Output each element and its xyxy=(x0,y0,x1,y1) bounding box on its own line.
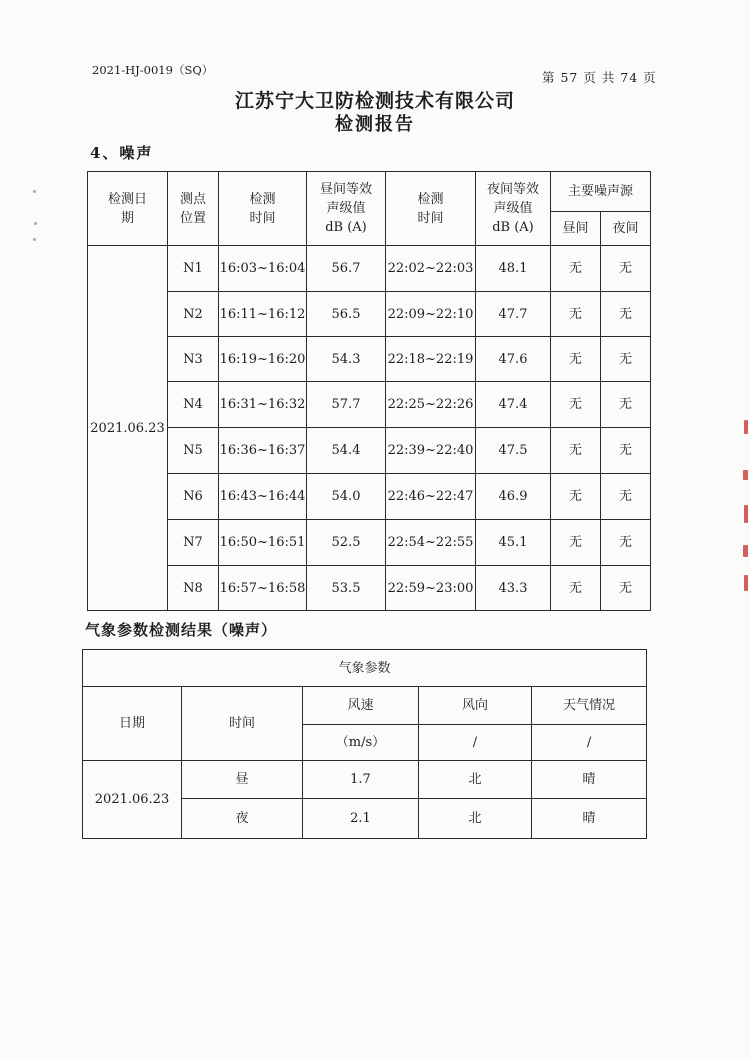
table-cell: 无 xyxy=(601,382,651,428)
table-cell: 16:50~16:51 xyxy=(219,520,307,566)
header-date: 检测日期 xyxy=(88,172,168,246)
meteo-unit-wind-direction: / xyxy=(419,725,532,761)
table-cell: 无 xyxy=(551,337,601,382)
table-cell: 16:43~16:44 xyxy=(219,474,307,520)
table-cell: 无 xyxy=(601,428,651,474)
table-cell: 晴 xyxy=(532,799,647,839)
noise-section-title: 4、噪声 xyxy=(90,144,154,162)
table-cell: 47.5 xyxy=(476,428,551,474)
table-cell: 47.7 xyxy=(476,292,551,337)
meteo-unit-weather: / xyxy=(532,725,647,761)
meteo-table xyxy=(82,649,647,839)
table-cell: N8 xyxy=(168,566,219,611)
table-cell: 无 xyxy=(601,337,651,382)
meteo-header-date: 日期 xyxy=(83,687,182,761)
seal-edge-mark xyxy=(744,505,748,523)
table-cell: 16:31~16:32 xyxy=(219,382,307,428)
table-cell: 48.1 xyxy=(476,246,551,292)
table-cell: 52.5 xyxy=(307,520,386,566)
header-day-time: 检测时间 xyxy=(219,172,307,246)
company-name: 江苏宁大卫防检测技术有限公司 xyxy=(234,90,515,112)
table-cell: 54.4 xyxy=(307,428,386,474)
seal-edge-mark xyxy=(743,470,748,480)
table-cell: 57.7 xyxy=(307,382,386,428)
table-cell: 无 xyxy=(551,566,601,611)
table-cell: 22:25~22:26 xyxy=(386,382,476,428)
seal-edge-mark xyxy=(744,420,748,434)
table-cell: 16:11~16:12 xyxy=(219,292,307,337)
table-cell: 56.7 xyxy=(307,246,386,292)
table-cell: 无 xyxy=(601,520,651,566)
table-cell: 47.6 xyxy=(476,337,551,382)
table-cell: N4 xyxy=(168,382,219,428)
scan-dot xyxy=(33,190,36,193)
meteo-header-time: 时间 xyxy=(182,687,303,761)
meteo-date-cell: 2021.06.23 xyxy=(83,761,182,839)
table-cell: 无 xyxy=(601,292,651,337)
table-cell: 无 xyxy=(601,474,651,520)
table-cell: 22:09~22:10 xyxy=(386,292,476,337)
table-cell: 无 xyxy=(551,474,601,520)
header-source: 主要噪声源 xyxy=(551,172,651,212)
header-night-time: 检测时间 xyxy=(386,172,476,246)
table-cell: 北 xyxy=(419,799,532,839)
noise-date-cell: 2021.06.23 xyxy=(88,246,168,611)
table-cell: 晴 xyxy=(532,761,647,799)
table-cell: 54.0 xyxy=(307,474,386,520)
table-cell: 45.1 xyxy=(476,520,551,566)
meteo-header-wind-direction: 风向 xyxy=(419,687,532,725)
table-cell: 1.7 xyxy=(303,761,419,799)
table-cell: N2 xyxy=(168,292,219,337)
meteo-group-header: 气象参数 xyxy=(83,650,647,687)
table-cell: 2.1 xyxy=(303,799,419,839)
table-cell: 无 xyxy=(551,428,601,474)
header-day-level: 昼间等效声级值dB (A) xyxy=(307,172,386,246)
table-cell: 无 xyxy=(551,382,601,428)
seal-edge-mark xyxy=(744,575,748,591)
table-cell: 53.5 xyxy=(307,566,386,611)
table-cell: 54.3 xyxy=(307,337,386,382)
table-cell: 22:54~22:55 xyxy=(386,520,476,566)
meteo-unit-wind-speed: （m/s） xyxy=(303,725,419,761)
table-cell: 北 xyxy=(419,761,532,799)
header-point: 测点位置 xyxy=(168,172,219,246)
table-cell: N1 xyxy=(168,246,219,292)
table-cell: 22:02~22:03 xyxy=(386,246,476,292)
scan-dot xyxy=(33,238,36,241)
meteo-header-wind-speed: 风速 xyxy=(303,687,419,725)
table-cell: 无 xyxy=(551,520,601,566)
table-cell: 无 xyxy=(601,246,651,292)
document-code: 2021-HJ-0019（SQ） xyxy=(92,63,214,77)
table-cell: 无 xyxy=(601,566,651,611)
report-title: 检测报告 xyxy=(335,114,415,135)
table-cell: 16:03~16:04 xyxy=(219,246,307,292)
table-cell: 16:19~16:20 xyxy=(219,337,307,382)
table-cell: N6 xyxy=(168,474,219,520)
seal-edge-mark xyxy=(743,545,748,557)
table-cell: 夜 xyxy=(182,799,303,839)
table-cell: 46.9 xyxy=(476,474,551,520)
page-number: 第 57 页 共 74 页 xyxy=(542,70,657,85)
table-cell: N3 xyxy=(168,337,219,382)
table-cell: 昼 xyxy=(182,761,303,799)
meteo-header-weather: 天气情况 xyxy=(532,687,647,725)
header-source-day: 昼间 xyxy=(551,212,601,246)
table-cell: 16:57~16:58 xyxy=(219,566,307,611)
header-source-night: 夜间 xyxy=(601,212,651,246)
table-cell: 22:18~22:19 xyxy=(386,337,476,382)
header-night-level: 夜间等效声级值dB (A) xyxy=(476,172,551,246)
table-cell: 22:39~22:40 xyxy=(386,428,476,474)
table-cell: 56.5 xyxy=(307,292,386,337)
table-cell: N7 xyxy=(168,520,219,566)
noise-table xyxy=(87,171,651,611)
table-cell: 22:46~22:47 xyxy=(386,474,476,520)
table-cell: 无 xyxy=(551,292,601,337)
table-cell: 16:36~16:37 xyxy=(219,428,307,474)
table-cell: N5 xyxy=(168,428,219,474)
table-cell: 无 xyxy=(551,246,601,292)
table-cell: 43.3 xyxy=(476,566,551,611)
scan-dot xyxy=(34,222,37,225)
table-cell: 22:59~23:00 xyxy=(386,566,476,611)
meteo-section-title: 气象参数检测结果（噪声） xyxy=(85,621,278,639)
table-cell: 47.4 xyxy=(476,382,551,428)
